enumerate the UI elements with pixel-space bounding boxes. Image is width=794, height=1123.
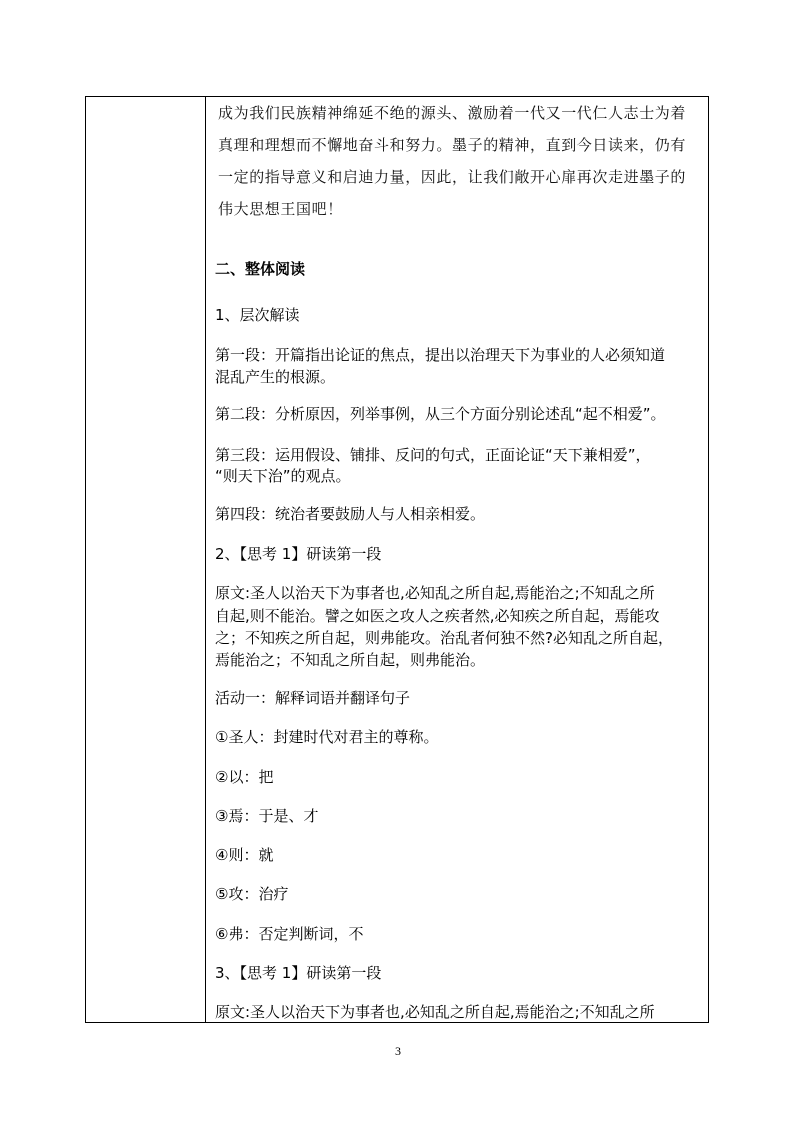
intro-line-4: 伟大思想王国吧！ bbox=[218, 200, 343, 218]
glossary-item-3: ③焉：于是、才 bbox=[215, 807, 319, 825]
glossary-item-2: ②以：把 bbox=[215, 768, 274, 786]
intro-line-3: 一定的指导意义和启迪力量，因此，让我们敞开心扉再次走进墨子的 bbox=[218, 168, 687, 186]
intro-line-2: 真理和理想而不懈地奋斗和努力。墨子的精神，直到今日读来，仍有 bbox=[218, 136, 687, 154]
original-text-line-1: 原文:圣人以治天下为事者也,必知乱之所自起,焉能治之;不知乱之所 bbox=[215, 584, 655, 602]
section-heading: 二、整体阅读 bbox=[215, 260, 306, 278]
glossary-item-4: ④则：就 bbox=[215, 846, 274, 864]
original-text-line-4: 焉能治之；不知乱之所自起，则弗能治。 bbox=[215, 651, 486, 669]
original-text-line-3: 之；不知疾之所自起，则弗能攻。治乱者何独不然?必知乱之所自起， bbox=[215, 629, 673, 647]
paragraph-3-line-2: “则天下治”的观点。 bbox=[215, 467, 351, 485]
page-number: 3 bbox=[395, 1044, 401, 1058]
glossary-item-1: ①圣人：封建时代对君主的尊称。 bbox=[215, 728, 439, 746]
glossary-item-5: ⑤攻：治疗 bbox=[215, 885, 289, 903]
glossary-item-6: ⑥弗：否定判断词，不 bbox=[215, 925, 364, 943]
paragraph-1-line-1: 第一段：开篇指出论证的焦点，提出以治理天下为事业的人必须知道 bbox=[215, 346, 666, 364]
think-1-title-repeat: 3、【思考 1】研读第一段 bbox=[215, 964, 382, 982]
right-column bbox=[215, 96, 703, 1023]
paragraph-1-line-2: 混乱产生的根源。 bbox=[215, 368, 336, 386]
paragraph-2-line-1: 第二段：分析原因，列举事例，从三个方面分别论述乱“起不相爱”。 bbox=[215, 405, 666, 423]
intro-line-1: 成为我们民族精神绵延不绝的源头、激励着一代又一代仁人志士为着 bbox=[218, 104, 687, 122]
paragraph-4-line-1: 第四段：统治者要鼓励人与人相亲相爱。 bbox=[215, 505, 486, 523]
think-1-title: 2、【思考 1】研读第一段 bbox=[215, 545, 382, 563]
column-divider bbox=[205, 96, 206, 1023]
original-text-repeat-line-1: 原文:圣人以治天下为事者也,必知乱之所自起,焉能治之;不知乱之所 bbox=[215, 1003, 655, 1021]
original-text-line-2: 自起,则不能治。譬之如医之攻人之疾者然,必知疾之所自起，焉能攻 bbox=[215, 607, 660, 625]
activity-title: 活动一：解释词语并翻译句子 bbox=[215, 689, 411, 707]
paragraph-3-line-1: 第三段：运用假设、铺排、反问的句式，正面论证“天下兼相爱”， bbox=[215, 446, 651, 464]
layer-title: 1、层次解读 bbox=[215, 306, 300, 324]
